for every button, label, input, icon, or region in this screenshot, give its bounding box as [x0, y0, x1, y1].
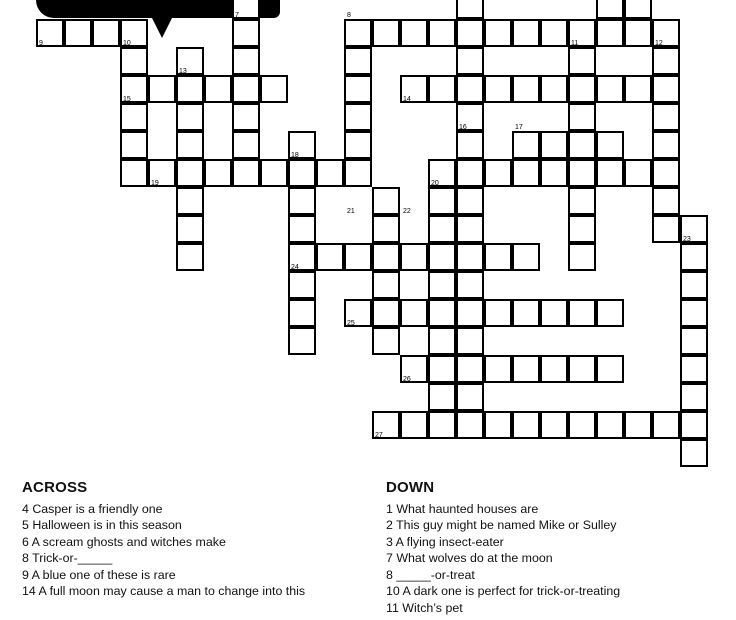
crossword-cell[interactable] — [680, 327, 708, 355]
crossword-cell[interactable] — [652, 103, 680, 131]
crossword-cell[interactable] — [288, 327, 316, 355]
clue-number-label: 26 — [403, 376, 411, 383]
crossword-cell[interactable] — [400, 243, 428, 271]
crossword-cell[interactable] — [568, 103, 596, 131]
across-clue: 9 A blue one of these is rare — [22, 567, 176, 582]
crossword-cell[interactable] — [512, 131, 540, 159]
crossword-cell[interactable] — [596, 0, 624, 19]
clue-number-label: 24 — [291, 264, 299, 271]
crossword-cell[interactable] — [540, 299, 568, 327]
crossword-cell[interactable] — [232, 131, 260, 159]
crossword-cell[interactable] — [120, 47, 148, 75]
crossword-cell[interactable] — [428, 19, 456, 47]
crossword-cell[interactable] — [456, 355, 484, 383]
crossword-cell[interactable] — [680, 355, 708, 383]
crossword-cell[interactable] — [512, 243, 540, 271]
down-clue: 1 What haunted houses are — [386, 501, 539, 516]
across-clues — [22, 480, 342, 600]
crossword-cell[interactable] — [512, 299, 540, 327]
across-clue: 4 Casper is a friendly one — [22, 501, 163, 516]
clue-number-label: 11 — [571, 40, 579, 47]
crossword-cell[interactable] — [372, 215, 400, 243]
crossword-cell[interactable] — [372, 19, 400, 47]
crossword-cell[interactable] — [372, 271, 400, 299]
crossword-cell[interactable] — [596, 159, 624, 187]
crossword-cell[interactable] — [344, 159, 372, 187]
crossword-cell[interactable] — [400, 411, 428, 439]
crossword-cell[interactable] — [456, 131, 484, 159]
crossword-cell[interactable] — [288, 299, 316, 327]
crossword-cell[interactable] — [652, 75, 680, 103]
crossword-cell[interactable] — [596, 75, 624, 103]
crossword-cell[interactable] — [680, 439, 708, 467]
crossword-cell[interactable] — [652, 47, 680, 75]
crossword-cell[interactable] — [540, 131, 568, 159]
crossword-cell[interactable] — [204, 159, 232, 187]
down-clue: 11 Witch’s pet — [386, 600, 463, 615]
crossword-cell[interactable] — [512, 411, 540, 439]
crossword-cell[interactable] — [456, 19, 484, 47]
crossword-cell[interactable] — [568, 159, 596, 187]
crossword-cell[interactable] — [400, 19, 428, 47]
crossword-cell[interactable] — [652, 187, 680, 215]
clue-number-label: 19 — [151, 180, 159, 187]
crossword-cell[interactable] — [260, 159, 288, 187]
across-clue: 5 Halloween is in this season — [22, 518, 182, 532]
clue-number-label: 21 — [347, 208, 355, 215]
crossword-cell[interactable] — [568, 47, 596, 75]
crossword-cell[interactable] — [624, 19, 652, 47]
crossword-cell[interactable] — [176, 103, 204, 131]
crossword-cell[interactable] — [568, 299, 596, 327]
crossword-cell[interactable] — [596, 131, 624, 159]
clue-number-label: 18 — [291, 152, 299, 159]
crossword-cell[interactable] — [568, 75, 596, 103]
down-clues — [386, 480, 726, 616]
clue-number-label: 14 — [403, 96, 411, 103]
crossword-cell[interactable] — [148, 75, 176, 103]
crossword-cell[interactable] — [372, 243, 400, 271]
crossword-cell[interactable] — [568, 187, 596, 215]
crossword-cell[interactable] — [540, 355, 568, 383]
crossword-cell[interactable] — [428, 243, 456, 271]
crossword-cell[interactable] — [344, 75, 372, 103]
crossword-cell[interactable] — [596, 299, 624, 327]
crossword-cell[interactable] — [232, 47, 260, 75]
crossword-cell[interactable] — [484, 19, 512, 47]
crossword-cell[interactable] — [428, 299, 456, 327]
crossword-cell[interactable] — [232, 75, 260, 103]
crossword-cell[interactable] — [596, 19, 624, 47]
clue-number-label: 23 — [683, 236, 691, 243]
crossword-cell[interactable] — [120, 159, 148, 187]
crossword-cell[interactable] — [456, 271, 484, 299]
down-clue: 8 _____-or-treat — [386, 567, 475, 582]
crossword-cell[interactable] — [540, 19, 568, 47]
crossword-cell[interactable] — [512, 19, 540, 47]
crossword-cell[interactable] — [568, 355, 596, 383]
down-clue: 10 A dark one is perfect for trick-or-treating — [386, 584, 621, 598]
crossword-cell[interactable] — [484, 355, 512, 383]
crossword-cell[interactable] — [456, 411, 484, 439]
crossword-cell[interactable] — [484, 75, 512, 103]
crossword-cell[interactable] — [344, 47, 372, 75]
crossword-cell[interactable] — [372, 187, 400, 215]
crossword-cell[interactable] — [288, 215, 316, 243]
clue-number-label: 12 — [655, 40, 663, 47]
crossword-cell[interactable] — [176, 75, 204, 103]
crossword-cell[interactable] — [456, 383, 484, 411]
crossword-cell[interactable] — [652, 131, 680, 159]
crossword-cell[interactable] — [484, 243, 512, 271]
crossword-cell[interactable] — [344, 131, 372, 159]
down-heading: DOWN — [386, 479, 435, 496]
crossword-cell[interactable] — [512, 159, 540, 187]
crossword-cell[interactable] — [652, 411, 680, 439]
crossword-cell[interactable] — [624, 0, 652, 19]
crossword-cell[interactable] — [232, 19, 260, 47]
crossword-cell[interactable] — [680, 271, 708, 299]
crossword-cell[interactable] — [316, 243, 344, 271]
clue-number-label: 10 — [123, 40, 131, 47]
across-clue: 8 Trick-or-_____ — [22, 551, 113, 565]
crossword-cell[interactable] — [568, 243, 596, 271]
crossword-cell[interactable] — [540, 159, 568, 187]
crossword-cell[interactable] — [568, 215, 596, 243]
crossword-cell[interactable] — [484, 159, 512, 187]
crossword-cell[interactable] — [400, 299, 428, 327]
crossword-cell[interactable] — [344, 103, 372, 131]
crossword-cell[interactable] — [372, 327, 400, 355]
crossword-cell[interactable] — [428, 187, 456, 215]
down-clue: 3 A flying insect-eater — [386, 534, 504, 549]
crossword-cell[interactable] — [92, 19, 120, 47]
crossword-cell[interactable] — [456, 327, 484, 355]
crossword-cell[interactable] — [176, 159, 204, 187]
down-clue: 7 What wolves do at the moon — [386, 551, 553, 565]
crossword-cell[interactable] — [456, 299, 484, 327]
crossword-cell[interactable] — [456, 75, 484, 103]
crossword-cell[interactable] — [316, 159, 344, 187]
clue-number-label: 13 — [179, 68, 187, 75]
crossword-cell[interactable] — [372, 299, 400, 327]
crossword-cell[interactable] — [120, 131, 148, 159]
crossword-cell[interactable] — [176, 215, 204, 243]
crossword-cell[interactable] — [624, 159, 652, 187]
crossword-cell[interactable] — [232, 103, 260, 131]
clue-number-label: 9 — [39, 40, 43, 47]
crossword-cell[interactable] — [680, 383, 708, 411]
clue-number-label: 25 — [347, 320, 355, 327]
crossword-cell[interactable] — [428, 271, 456, 299]
crossword-cell[interactable] — [428, 75, 456, 103]
crossword-cell[interactable] — [596, 355, 624, 383]
crossword-cell[interactable] — [288, 271, 316, 299]
crossword-cell[interactable] — [456, 47, 484, 75]
clue-number-label: 8 — [347, 12, 351, 19]
crossword-cell[interactable] — [428, 355, 456, 383]
crossword-cell[interactable] — [512, 355, 540, 383]
crossword-cell[interactable] — [624, 75, 652, 103]
clue-number-label: 22 — [403, 208, 411, 215]
crossword-cell[interactable] — [288, 159, 316, 187]
crossword-cell[interactable] — [428, 411, 456, 439]
crossword-cell[interactable] — [680, 299, 708, 327]
crossword-cell[interactable] — [484, 299, 512, 327]
crossword-cell[interactable] — [652, 215, 680, 243]
crossword-cell[interactable] — [652, 159, 680, 187]
crossword-cell[interactable] — [456, 0, 484, 19]
crossword-cell[interactable] — [568, 411, 596, 439]
clue-number-label: 27 — [375, 432, 383, 439]
crossword-cell[interactable] — [568, 131, 596, 159]
crossword-cell[interactable] — [680, 411, 708, 439]
crossword-cell[interactable] — [680, 243, 708, 271]
crossword-cell[interactable] — [344, 243, 372, 271]
crossword-cell[interactable] — [512, 75, 540, 103]
crossword-cell[interactable] — [428, 327, 456, 355]
crossword-cell[interactable] — [64, 19, 92, 47]
crossword-cell[interactable] — [288, 187, 316, 215]
crossword-cell[interactable] — [456, 215, 484, 243]
crossword-cell[interactable] — [428, 383, 456, 411]
crossword-cell[interactable] — [260, 75, 288, 103]
crossword-cell[interactable] — [456, 243, 484, 271]
crossword-cell[interactable] — [232, 159, 260, 187]
clue-number-label: 16 — [459, 124, 467, 131]
crossword-cell[interactable] — [540, 75, 568, 103]
clue-number-label: 20 — [431, 180, 439, 187]
clue-number-label: 15 — [123, 96, 131, 103]
crossword-cell[interactable] — [176, 243, 204, 271]
clue-number-label: 7 — [235, 12, 239, 19]
crossword-cell[interactable] — [204, 75, 232, 103]
crossword-cell[interactable] — [624, 411, 652, 439]
crossword-cell[interactable] — [596, 411, 624, 439]
crossword-cell[interactable] — [428, 215, 456, 243]
crossword-cell[interactable] — [456, 159, 484, 187]
across-clue: 14 A full moon may cause a man to change into this — [22, 584, 306, 598]
title-banner-tail — [148, 10, 176, 38]
crossword-cell[interactable] — [176, 131, 204, 159]
clue-number-label: 17 — [515, 124, 523, 131]
across-heading: ACROSS — [22, 479, 88, 496]
crossword-cell[interactable] — [484, 411, 512, 439]
crossword-cell[interactable] — [120, 103, 148, 131]
crossword-cell[interactable] — [456, 187, 484, 215]
crossword-cell[interactable] — [344, 19, 372, 47]
down-clue: 2 This guy might be named Mike or Sulley — [386, 518, 617, 532]
across-clue: 6 A scream ghosts and witches make — [22, 534, 226, 549]
crossword-cell[interactable] — [176, 187, 204, 215]
crossword-cell[interactable] — [540, 411, 568, 439]
